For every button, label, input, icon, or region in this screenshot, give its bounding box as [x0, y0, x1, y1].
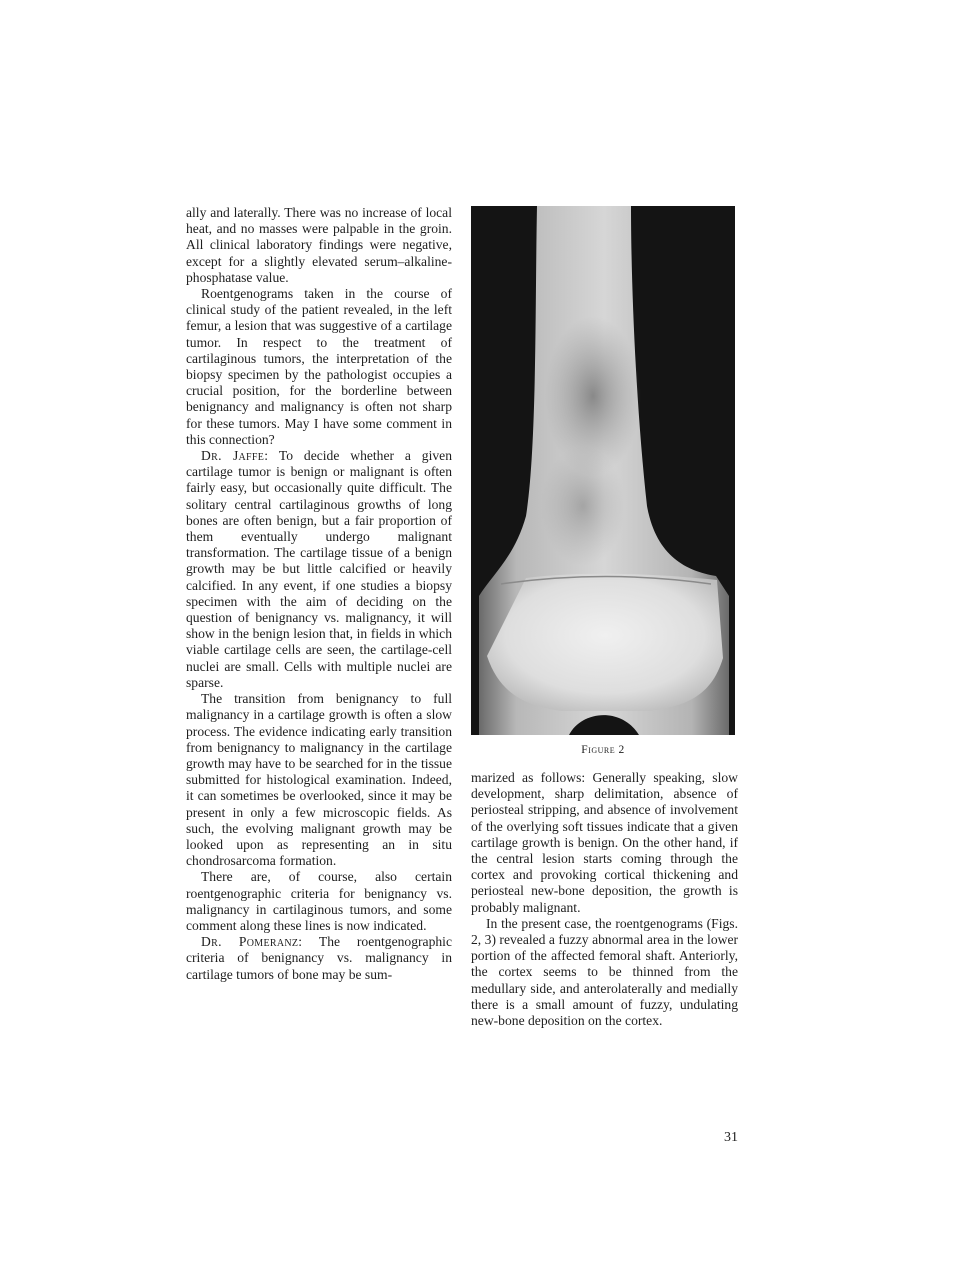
paragraph: In the present case, the roentgenograms (Figs. 2, 3) revealed a fuzzy abnormal area in the lower portion of the affected femoral shaft. Anteriorly, the cortex seems to be thinned from the medullary side, and anterolaterally and medially there is a small amount of fuzzy, undulating new-bone deposition on the cortex.: [471, 915, 738, 1029]
paragraph: ally and laterally. There was no increase of local heat, and no masses were palpable in the groin. All clinical laboratory findings were negative, except for a slightly elevated serum–alkaline-phosphatase value.: [186, 205, 452, 285]
paragraph: Roentgenograms taken in the course of clinical study of the patient revealed, in the left femur, a lesion that was suggestive of a cartilage tumor. In respect to the treatment of cartilaginous tumors, the interpretation of the biopsy specimen by the pathologist occupies a crucial position, for the borderline between benignancy and malignancy is often not sharp for these tumors. May I have some comment in this connection?: [186, 286, 452, 447]
page-number: 31: [724, 1130, 738, 1145]
figure-caption: Figure 2: [581, 744, 625, 756]
figure-radiograph: [471, 206, 735, 735]
right-text-column: [471, 770, 738, 1029]
speaker-name: Dr. Jaffe:: [201, 448, 269, 464]
xray-image: [471, 206, 735, 735]
paragraph: There are, of course, also certain roentgenographic criteria for benignancy vs. malignancy in cartilaginous tumors, and some comment along these lines is now indicated.: [186, 869, 452, 933]
lesion-area: [541, 446, 625, 566]
paragraph: [186, 448, 452, 691]
femoral-condyle: [487, 574, 723, 711]
paragraph: The transition from benignancy to full malignancy in a cartilage growth is often a slow process. The evidence indicating early transition from benignancy to malignancy in the cartilage growth may have to be searched for in the tissue submitted for histological examination. Indeed, it can sometimes be overlooked, since it may be present in only a few microscopic fields. As such, the evolving malignant growth may be looked upon as representing an in situ chondrosarcoma formation.: [186, 691, 452, 869]
speaker-name: Dr. Pomeranz:: [201, 934, 303, 950]
speaker-text: The roentgenographic criteria of benignancy vs. malignancy in cartilage tumors of bone may be sum-: [186, 934, 452, 982]
speaker-text: To decide whether a given cartilage tumor is benign or malignant is often fairly easy, but occasionally quite difficult. The solitary central cartilaginous growths of long bones are often benign, but a fair proportion of them eventually undergo malignant transformation. The cartilage tissue of a benign growth may be but little calcified or heavily calcified. In any event, if one studies a biopsy specimen with the aim of deciding on the question of benignancy vs. malignancy, it will show in the benign lesion that, in fields in which viable cartilage cells are seen, the cartilage-cell nuclei are small. Cells with multiple nuclei are sparse.: [186, 448, 452, 690]
paragraph: marized as follows: Generally speaking, slow development, sharp delimitation, absence of periosteal stripping, and absence of involvement of the overlying soft tissues indicate that a given cartilage growth is benign. On the other hand, if the central lesion starts coming through the cortex and provoking cortical thickening and periosteal new-bone deposition, the growth is probably malignant.: [471, 770, 738, 915]
left-text-column: [186, 205, 452, 983]
paragraph: [186, 934, 452, 983]
